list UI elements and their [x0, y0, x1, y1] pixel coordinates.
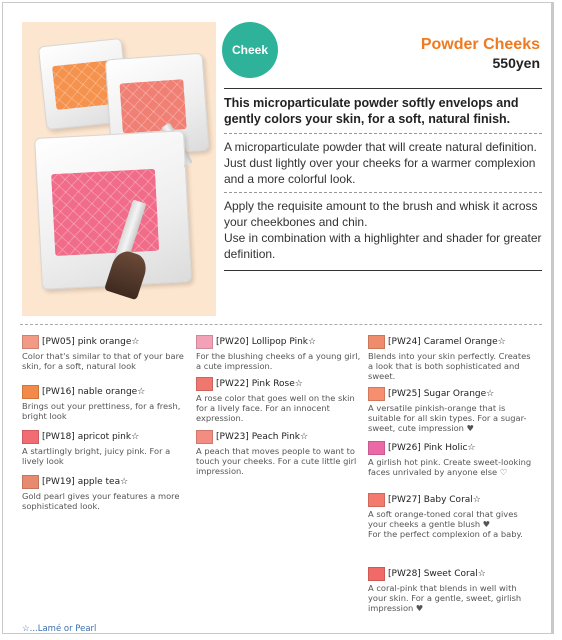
usage-text: Apply the requisite amount to the brush and whisk it across your cheekbones and chin.	[224, 199, 538, 229]
shade-item	[368, 493, 534, 539]
shade-item	[22, 430, 188, 466]
color-swatch	[368, 567, 385, 581]
shade-item	[22, 385, 188, 421]
usage-tip: Use in combination with a highlighter and shader for greater definition.	[224, 231, 542, 261]
color-swatch	[196, 335, 213, 349]
color-swatch	[368, 335, 385, 349]
shade-label: [PW20] Lollipop Pink☆	[216, 337, 317, 347]
shade-description: For the blushing cheeks of a young girl, a cute impression.	[196, 351, 361, 371]
color-swatch	[368, 441, 385, 455]
legend-footnote: ☆...Lamé or Pearl	[22, 624, 97, 634]
color-swatch	[368, 493, 385, 507]
shade-description: A coral-pink that blends in well with your skin. For a gentle, sweet, girlish impression ♥	[368, 583, 522, 613]
shade-item	[368, 335, 534, 381]
shade-description: A startlingly bright, juicy pink. For a lively look	[22, 446, 171, 466]
shade-description: A peach that moves people to want to touch your cheeks. For a cute little girl impression.	[196, 446, 357, 476]
shade-item	[368, 567, 534, 613]
shade-description: Brings out your prettiness, for a fresh, bright look	[22, 401, 181, 421]
shade-item	[368, 387, 534, 433]
shade-description: A rose color that goes well on the skin for a lively face. For an innocent expression.	[196, 393, 355, 423]
shade-label: [PW19] apple tea☆	[42, 477, 129, 487]
shade-label: [PW18] apricot pink☆	[42, 432, 140, 442]
product-name: Powder Cheeks	[420, 36, 540, 53]
color-swatch	[368, 387, 385, 401]
pan-coral	[119, 79, 186, 133]
shade-item	[22, 335, 188, 371]
shade-label: [PW22] Pink Rose☆	[216, 379, 303, 389]
shade-item	[196, 335, 362, 371]
shade-label: [PW27] Baby Coral☆	[388, 495, 481, 505]
product-description	[224, 88, 542, 271]
description-lead: This microparticulate powder softly envelops and gently colors your skin, for a soft, natural finish.	[224, 88, 542, 133]
shade-label: [PW16] nable orange☆	[42, 387, 146, 397]
product-photo	[22, 22, 216, 316]
shade-label: [PW26] Pink Holic☆	[388, 443, 476, 453]
shade-label: [PW23] Peach Pink☆	[216, 432, 309, 442]
cheek-badge: Cheek	[222, 22, 278, 78]
description-paragraph: A microparticulate powder that will create natural definition. Just dust lightly over your cheeks for a warmer complexion and a more colorful look.	[224, 133, 542, 192]
shade-description: Blends into your skin perfectly. Creates a look that is both sophisticated and sweet.	[368, 351, 531, 381]
product-title	[421, 36, 540, 72]
shade-list	[20, 324, 542, 613]
shade-description: A versatile pinkish-orange that is suitable for all skin types. For a sugar-sweet, cute impression ♥	[368, 403, 527, 433]
shade-description: Gold pearl gives your features a more sophisticated look.	[22, 491, 180, 511]
description-usage	[224, 192, 542, 271]
color-swatch	[22, 335, 39, 349]
color-swatch	[196, 430, 213, 444]
color-swatch	[22, 475, 39, 489]
color-swatch	[22, 385, 39, 399]
shade-description: A soft orange-toned coral that gives your cheeks a gentle blush ♥ For the perfect complexion of a baby.	[368, 509, 523, 539]
shade-label: [PW24] Caramel Orange☆	[388, 337, 506, 347]
shade-item	[196, 377, 362, 423]
shade-description: Color that's similar to that of your bare skin, for a soft, natural look	[22, 351, 184, 371]
shade-label: [PW05] pink orange☆	[42, 337, 140, 347]
shade-description: A girlish hot pink. Create sweet-looking faces unrivaled by anyone else ♡	[368, 457, 532, 477]
color-swatch	[196, 377, 213, 391]
shade-item	[196, 430, 362, 476]
product-price: 550yen	[492, 55, 540, 71]
shade-label: [PW25] Sugar Orange☆	[388, 389, 495, 399]
shade-label: [PW28] Sweet Coral☆	[388, 569, 486, 579]
shade-item	[22, 475, 188, 511]
color-swatch	[22, 430, 39, 444]
shade-item	[368, 441, 534, 477]
